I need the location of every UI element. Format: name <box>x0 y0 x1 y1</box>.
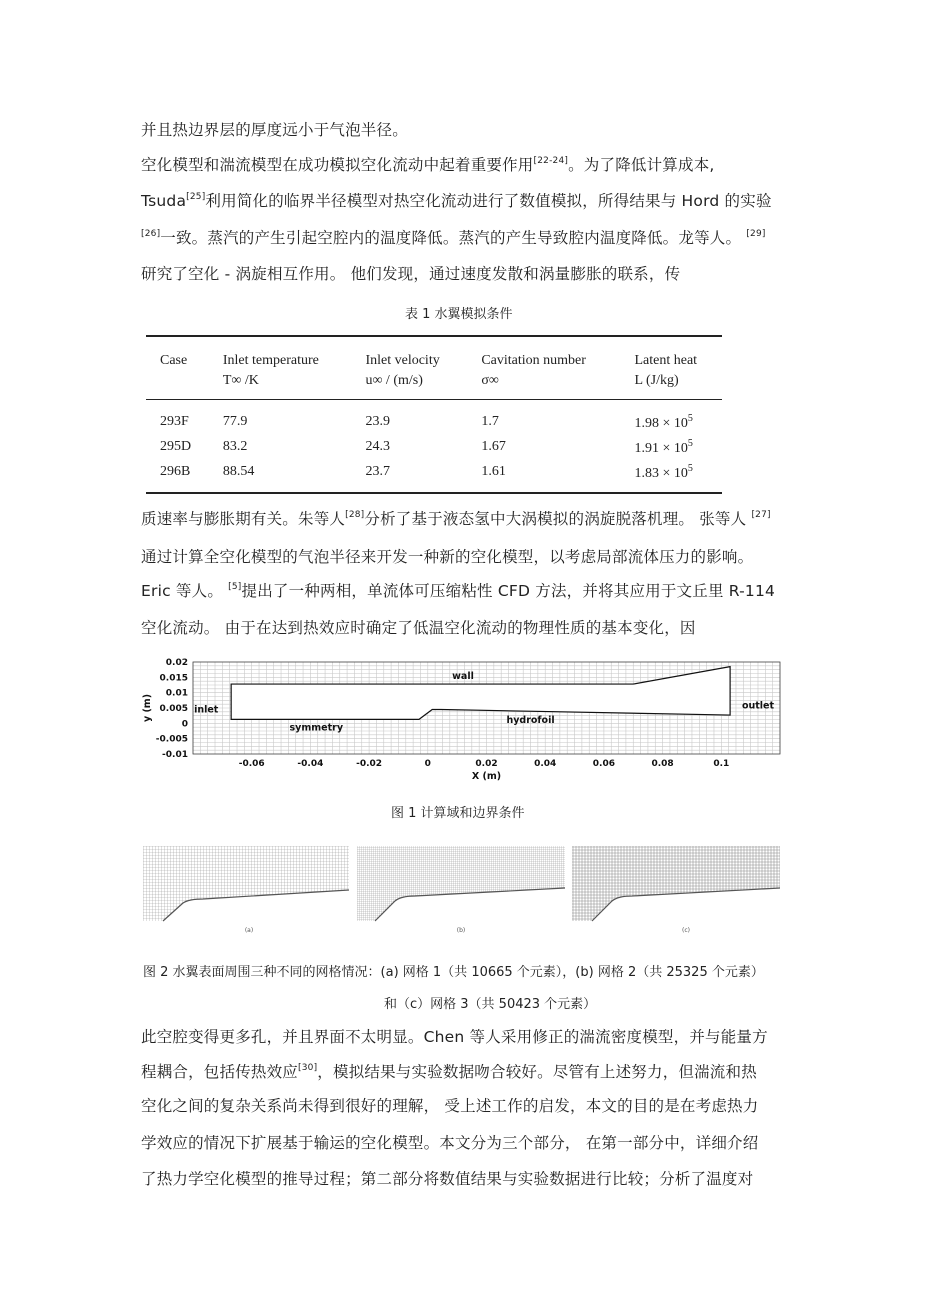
x-tick-label: -0.04 <box>297 759 324 769</box>
x-tick-label: 0.1 <box>713 759 730 769</box>
text-run: ，模拟结果与实验数据吻合较好。尽管有上述努力，但湍流和热 <box>317 1063 757 1081</box>
mesh-panel-c <box>572 843 780 935</box>
boundary-label-symmetry: symmetry <box>289 722 344 734</box>
text-line <box>141 579 775 601</box>
text-run: 了热力学空化模型的推导过程；第二部分将数值结果与实验数据进行比较；分析了温度对 <box>141 1170 754 1188</box>
x-tick-label: -0.02 <box>356 759 383 769</box>
mesh-panel-b-label: (b) <box>456 927 466 934</box>
text-line <box>141 1060 757 1082</box>
table1-header: Inlet temperature T∞ /K <box>222 353 319 388</box>
table-cell: 295D <box>160 438 192 454</box>
mesh-panel-a-label: (a) <box>244 927 254 934</box>
x-tick-label: 0.04 <box>534 759 557 769</box>
text-line <box>141 118 408 140</box>
text-run: 分析了基于液态氢中大涡模拟的涡旋脱落机理。 张等人 <box>364 510 752 528</box>
table1-caption: 表 1 水翼模拟条件 <box>405 307 513 322</box>
table-cell: $1.98 \times 10^5$ <box>634 413 693 431</box>
y-tick-label: -0.005 <box>155 734 188 745</box>
text-line <box>141 1025 768 1047</box>
text-run: 程耦合，包括传热效应 <box>141 1063 299 1081</box>
text-run: 提出了一种两相，单流体可压缩粘性 CFD 方法，并将其应用于文丘里 R-114 <box>241 582 776 600</box>
y-tick-label: 0 <box>181 719 188 730</box>
mesh-panel-a <box>143 843 349 935</box>
citation-ref: [29] <box>746 229 766 239</box>
table-cell: 293F <box>160 413 189 429</box>
mesh-panel-b <box>357 843 565 935</box>
table-cell: 88.54 <box>222 463 255 479</box>
citation-ref: [22-24] <box>533 156 569 166</box>
text-line <box>141 545 753 567</box>
x-tick-label: 0.06 <box>592 759 616 769</box>
text-line <box>141 226 766 248</box>
x-tick-label: 0.08 <box>651 759 674 769</box>
citation-ref: [27] <box>751 510 771 520</box>
figure2-caption-line1: 图 2 水翼表面周围三种不同的网格情况：(a) 网格 1（共 10665 个元素），(b) 网格 2（共 25325 个元素） <box>143 965 764 980</box>
figure2-caption-line2: 和（c）网格 3（共 50423 个元素） <box>384 997 597 1012</box>
table-cell: $1.83 \times 10^5$ <box>634 463 693 481</box>
text-run: 质速率与膨胀期有关。朱等人 <box>141 510 346 528</box>
text-run: 一致。蒸汽的产生引起空腔内的温度降低。蒸汽的产生导致腔内温度降低。龙等人。 <box>160 229 747 247</box>
text-run: 此空腔变得更多孔，并且界面不太明显。Chen 等人采用修正的湍流密度模型，并与能量方 <box>141 1028 768 1046</box>
figure1-caption: 图 1 计算域和边界条件 <box>391 806 525 821</box>
text-run: 学效应的情况下扩展基于输运的空化模型。本文分为三个部分， 在第一部分中，详细介绍 <box>141 1134 759 1152</box>
text-line <box>141 262 680 284</box>
citation-ref: [26] <box>141 229 161 239</box>
text-run: 空化模型和湍流模型在成功模拟空化流动中起着重要作用 <box>141 156 534 174</box>
y-tick-label: 0.02 <box>165 658 188 668</box>
text-line <box>141 1167 753 1189</box>
table-cell: 1.61 <box>481 463 506 479</box>
text-line <box>141 1131 758 1153</box>
x-axis-label: X (m) <box>471 771 502 782</box>
text-run: 空化流动。 由于在达到热效应时确定了低温空化流动的物理性质的基本变化，因 <box>141 619 696 637</box>
citation-ref: [30] <box>298 1063 318 1073</box>
table-cell: $1.91 \times 10^5$ <box>634 438 693 456</box>
table-row <box>146 459 722 493</box>
citation-ref: [5] <box>228 582 242 592</box>
text-run: 通过计算全空化模型的气泡半径来开发一种新的空化模型，以考虑局部流体压力的影响。 <box>141 548 754 566</box>
citation-ref: [28] <box>345 510 365 520</box>
table-row <box>146 400 722 435</box>
text-line <box>141 189 772 211</box>
table1-header: Cavitation number σ∞ <box>481 353 586 388</box>
text-run: Tsuda <box>141 192 187 210</box>
table-cell: 77.9 <box>222 413 248 429</box>
table-cell: 1.7 <box>481 413 499 429</box>
boundary-label-inlet: inlet <box>194 704 219 716</box>
text-line <box>141 507 771 529</box>
mesh-panel-c-label: (c) <box>682 927 690 934</box>
table-cell: 24.3 <box>365 438 390 454</box>
boundary-label-hydrofoil: hydrofoil <box>506 715 555 727</box>
y-tick-label: 0.015 <box>159 673 188 684</box>
text-run: 研究了空化 - 涡旋相互作用。 他们发现，通过速度发散和涡量膨胀的联系，传 <box>141 265 681 283</box>
boundary-label-outlet: outlet <box>741 700 775 712</box>
table1-header: Case <box>160 353 188 368</box>
boundary-label-wall: wall <box>452 670 474 682</box>
y-axis-label: y (m) <box>142 693 153 723</box>
text-run: 利用简化的临界半径模型对热空化流动进行了数值模拟，所得结果与 Hord 的实验 <box>205 192 772 210</box>
table1-header: Latent heat L (J/kg) <box>634 353 698 388</box>
x-tick-label: 0 <box>424 759 431 769</box>
figure1-domain-plot <box>138 656 788 786</box>
table1-header: Inlet velocity u∞ / (m/s) <box>365 353 440 388</box>
text-run: 并且热边界层的厚度远小于气泡半径。 <box>141 121 408 139</box>
y-tick-label: -0.01 <box>162 750 188 760</box>
text-run: Eric 等人。 <box>141 582 229 600</box>
citation-ref: [25] <box>186 192 206 202</box>
text-run: 空化之间的复杂关系尚未得到很好的理解， 受上述工作的启发，本文的目的是在考虑热力 <box>141 1097 759 1115</box>
text-run: 。为了降低计算成本, <box>568 156 715 174</box>
table-cell: 83.2 <box>222 438 248 454</box>
x-tick-label: -0.06 <box>238 759 265 769</box>
y-tick-label: 0.005 <box>159 704 188 714</box>
table-cell: 23.7 <box>365 463 390 479</box>
text-line <box>141 153 715 175</box>
text-line <box>141 1094 758 1116</box>
table-cell: 23.9 <box>365 413 390 429</box>
table-cell: 296B <box>160 463 191 479</box>
table-row <box>146 434 722 459</box>
text-line <box>141 616 696 638</box>
y-tick-label: 0.01 <box>165 688 188 699</box>
table-cell: 1.67 <box>481 438 506 454</box>
table1 <box>146 335 722 494</box>
x-tick-label: 0.02 <box>475 759 498 769</box>
